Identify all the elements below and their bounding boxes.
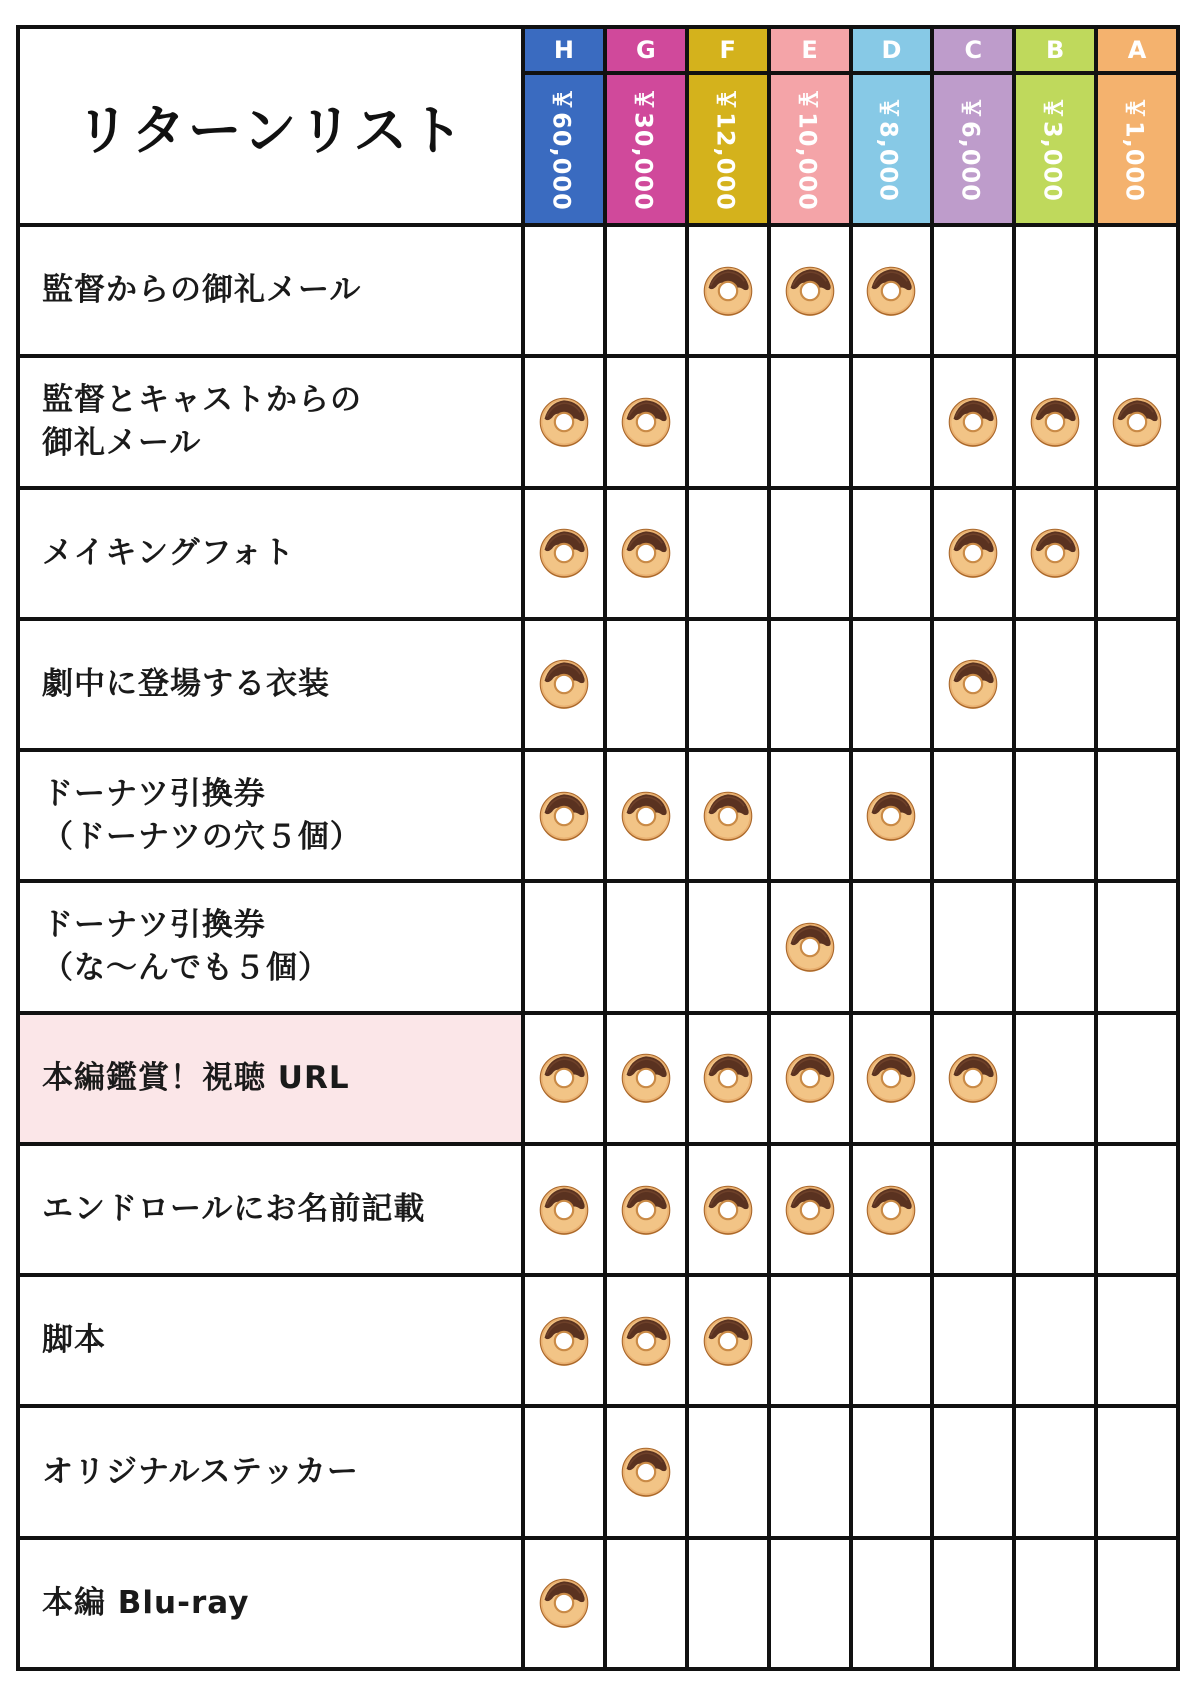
mark-cell-h xyxy=(525,1146,603,1273)
row-label-2 xyxy=(20,358,521,485)
mark-cell-f xyxy=(689,1540,767,1667)
mark-cell-a xyxy=(1098,227,1176,354)
mark-cell-d xyxy=(853,1146,931,1273)
mark-cell-f xyxy=(689,490,767,617)
return-item-label: 本編鑑賞！視聴 URL xyxy=(42,1059,350,1096)
mark-cell-h xyxy=(525,752,603,879)
tier-letter-h xyxy=(525,29,603,71)
mark-cell-b xyxy=(1016,1146,1094,1273)
mark-cell-c xyxy=(934,1408,1012,1535)
donut-icon xyxy=(619,1445,673,1499)
tier-price-label: ￥60,000 xyxy=(547,87,576,211)
donut-icon xyxy=(537,1314,591,1368)
mark-cell-c xyxy=(934,883,1012,1010)
mark-cell-c xyxy=(934,227,1012,354)
mark-cell-a xyxy=(1098,358,1176,485)
mark-cell-e xyxy=(771,1540,849,1667)
mark-cell-a xyxy=(1098,621,1176,748)
donut-icon xyxy=(864,264,918,318)
mark-cell-a xyxy=(1098,490,1176,617)
row-label-6 xyxy=(20,883,521,1010)
tier-letter-label: A xyxy=(1127,36,1147,64)
return-item-label: オリジナルステッカー xyxy=(42,1453,359,1490)
mark-cell-b xyxy=(1016,358,1094,485)
tier-letter-e xyxy=(771,29,849,71)
mark-cell-g xyxy=(607,621,685,748)
tier-letter-label: E xyxy=(801,36,818,64)
tier-price-e xyxy=(771,75,849,223)
tier-letter-a xyxy=(1098,29,1176,71)
mark-cell-c xyxy=(934,1146,1012,1273)
mark-cell-a xyxy=(1098,1408,1176,1535)
tier-letter-f xyxy=(689,29,767,71)
tier-price-b xyxy=(1016,75,1094,223)
tier-letter-d xyxy=(853,29,931,71)
mark-cell-a xyxy=(1098,1540,1176,1667)
donut-icon xyxy=(946,657,1000,711)
mark-cell-g xyxy=(607,1015,685,1142)
mark-cell-b xyxy=(1016,490,1094,617)
mark-cell-f xyxy=(689,227,767,354)
donut-icon xyxy=(701,1051,755,1105)
mark-cell-e xyxy=(771,490,849,617)
return-item-label: メイキングフォト xyxy=(42,534,295,571)
mark-cell-f xyxy=(689,1408,767,1535)
mark-cell-g xyxy=(607,752,685,879)
tier-price-label: ￥30,000 xyxy=(629,87,658,211)
mark-cell-g xyxy=(607,1408,685,1535)
row-label-4 xyxy=(20,621,521,748)
mark-cell-g xyxy=(607,1540,685,1667)
donut-icon xyxy=(783,920,837,974)
mark-cell-h xyxy=(525,490,603,617)
mark-cell-h xyxy=(525,227,603,354)
mark-cell-h xyxy=(525,1408,603,1535)
tier-price-label: ￥10,000 xyxy=(793,87,822,211)
tier-letter-label: F xyxy=(719,36,736,64)
mark-cell-h xyxy=(525,358,603,485)
mark-cell-c xyxy=(934,752,1012,879)
row-label-1 xyxy=(20,227,521,354)
mark-cell-e xyxy=(771,1146,849,1273)
donut-icon xyxy=(1028,395,1082,449)
donut-icon xyxy=(537,526,591,580)
tier-letter-label: D xyxy=(881,36,902,64)
donut-icon xyxy=(537,789,591,843)
mark-cell-f xyxy=(689,1015,767,1142)
mark-cell-b xyxy=(1016,883,1094,1010)
mark-cell-g xyxy=(607,490,685,617)
return-item-label: 監督とキャストからの 御礼メール xyxy=(42,381,362,461)
mark-cell-b xyxy=(1016,752,1094,879)
donut-icon xyxy=(783,1183,837,1237)
tier-price-label: ￥12,000 xyxy=(711,87,740,211)
mark-cell-b xyxy=(1016,621,1094,748)
mark-cell-a xyxy=(1098,883,1176,1010)
mark-cell-d xyxy=(853,1015,931,1142)
donut-icon xyxy=(537,395,591,449)
row-label-5 xyxy=(20,752,521,879)
mark-cell-c xyxy=(934,1015,1012,1142)
return-item-label: 本編 Blu-ray xyxy=(42,1584,250,1621)
return-item-label: ドーナツ引換券 （ドーナツの穴５個） xyxy=(42,775,362,855)
donut-icon xyxy=(1110,395,1164,449)
mark-cell-e xyxy=(771,1277,849,1404)
donut-icon xyxy=(946,526,1000,580)
mark-cell-f xyxy=(689,358,767,485)
return-item-label: 監督からの御礼メール xyxy=(42,272,362,309)
mark-cell-e xyxy=(771,1015,849,1142)
mark-cell-a xyxy=(1098,1146,1176,1273)
mark-cell-f xyxy=(689,752,767,879)
row-label-7 xyxy=(20,1015,521,1142)
mark-cell-e xyxy=(771,752,849,879)
mark-cell-e xyxy=(771,621,849,748)
mark-cell-a xyxy=(1098,1277,1176,1404)
tier-price-a xyxy=(1098,75,1176,223)
mark-cell-c xyxy=(934,490,1012,617)
title-cell xyxy=(20,29,521,223)
donut-icon xyxy=(537,1576,591,1630)
tier-price-h xyxy=(525,75,603,223)
mark-cell-d xyxy=(853,752,931,879)
mark-cell-b xyxy=(1016,1540,1094,1667)
donut-icon xyxy=(783,1051,837,1105)
tier-price-label: ￥6,000 xyxy=(956,96,985,202)
mark-cell-b xyxy=(1016,227,1094,354)
tier-price-label: ￥3,000 xyxy=(1038,96,1067,202)
mark-cell-e xyxy=(771,227,849,354)
donut-icon xyxy=(619,526,673,580)
mark-cell-d xyxy=(853,227,931,354)
donut-icon xyxy=(1028,526,1082,580)
donut-icon xyxy=(701,264,755,318)
row-label-11 xyxy=(20,1540,521,1667)
mark-cell-d xyxy=(853,490,931,617)
mark-cell-a xyxy=(1098,752,1176,879)
donut-icon xyxy=(619,1051,673,1105)
tier-letter-label: C xyxy=(964,36,983,64)
row-label-10 xyxy=(20,1408,521,1535)
donut-icon xyxy=(619,395,673,449)
donut-icon xyxy=(946,1051,1000,1105)
mark-cell-g xyxy=(607,227,685,354)
tier-price-label: ￥8,000 xyxy=(874,96,903,202)
mark-cell-e xyxy=(771,883,849,1010)
donut-icon xyxy=(864,1051,918,1105)
donut-icon xyxy=(701,1183,755,1237)
page-title: リターンリスト xyxy=(75,98,466,162)
tier-letter-label: H xyxy=(553,36,574,64)
donut-icon xyxy=(864,789,918,843)
mark-cell-d xyxy=(853,1277,931,1404)
donut-icon xyxy=(619,1183,673,1237)
mark-cell-e xyxy=(771,1408,849,1535)
return-item-label: エンドロールにお名前記載 xyxy=(42,1191,426,1228)
row-label-3 xyxy=(20,490,521,617)
donut-icon xyxy=(783,264,837,318)
row-label-8 xyxy=(20,1146,521,1273)
tier-price-d xyxy=(853,75,931,223)
donut-icon xyxy=(701,789,755,843)
donut-icon xyxy=(946,395,1000,449)
donut-icon xyxy=(537,1051,591,1105)
donut-icon xyxy=(619,1314,673,1368)
tier-letter-label: B xyxy=(1046,36,1065,64)
mark-cell-d xyxy=(853,883,931,1010)
mark-cell-b xyxy=(1016,1015,1094,1142)
mark-cell-g xyxy=(607,883,685,1010)
mark-cell-c xyxy=(934,1277,1012,1404)
donut-icon xyxy=(537,1183,591,1237)
mark-cell-a xyxy=(1098,1015,1176,1142)
return-item-label: 脚本 xyxy=(42,1322,106,1359)
donut-icon xyxy=(619,789,673,843)
mark-cell-f xyxy=(689,1277,767,1404)
mark-cell-h xyxy=(525,883,603,1010)
row-label-9 xyxy=(20,1277,521,1404)
mark-cell-e xyxy=(771,358,849,485)
tier-letter-label: G xyxy=(635,36,656,64)
mark-cell-h xyxy=(525,1277,603,1404)
mark-cell-c xyxy=(934,1540,1012,1667)
tier-price-label: ￥1,000 xyxy=(1120,96,1149,202)
mark-cell-d xyxy=(853,1408,931,1535)
tier-letter-c xyxy=(934,29,1012,71)
mark-cell-f xyxy=(689,1146,767,1273)
mark-cell-h xyxy=(525,1015,603,1142)
mark-cell-d xyxy=(853,621,931,748)
tier-price-c xyxy=(934,75,1012,223)
mark-cell-g xyxy=(607,1146,685,1273)
mark-cell-d xyxy=(853,1540,931,1667)
mark-cell-c xyxy=(934,358,1012,485)
return-list-table xyxy=(16,25,1180,1671)
tier-price-f xyxy=(689,75,767,223)
mark-cell-g xyxy=(607,358,685,485)
tier-letter-b xyxy=(1016,29,1094,71)
mark-cell-b xyxy=(1016,1408,1094,1535)
mark-cell-h xyxy=(525,1540,603,1667)
mark-cell-g xyxy=(607,1277,685,1404)
return-item-label: ドーナツ引換券 （な～んでも５個） xyxy=(42,906,330,986)
mark-cell-b xyxy=(1016,1277,1094,1404)
return-item-label: 劇中に登場する衣装 xyxy=(42,665,330,702)
mark-cell-f xyxy=(689,621,767,748)
mark-cell-f xyxy=(689,883,767,1010)
mark-cell-d xyxy=(853,358,931,485)
tier-price-g xyxy=(607,75,685,223)
donut-icon xyxy=(537,657,591,711)
mark-cell-h xyxy=(525,621,603,748)
tier-letter-g xyxy=(607,29,685,71)
mark-cell-c xyxy=(934,621,1012,748)
donut-icon xyxy=(864,1183,918,1237)
donut-icon xyxy=(701,1314,755,1368)
